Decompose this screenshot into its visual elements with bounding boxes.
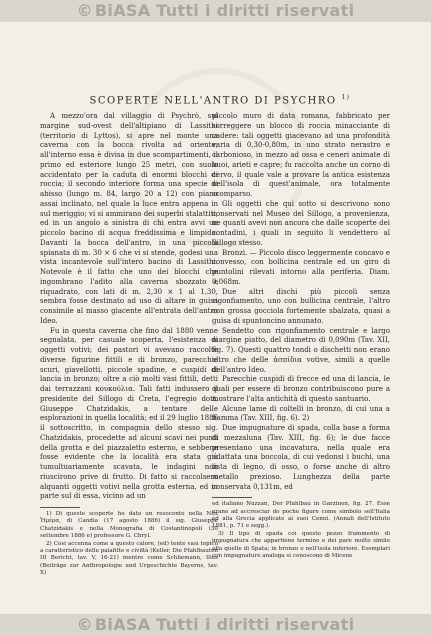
footnotes [40, 511, 218, 578]
paragraph: Bronzi. — Piccolo disco leggermente concavo e convesso, con bollicina centrale ed un giro di puntolini rilevati intorno alla periferia. Diam. 0,068m. [212, 248, 390, 286]
paragraph: Gli oggetti che qui sotto si descrivono sono conservati nel Museo del Sillogo, a provenienza, ne quanti avevi non ancora che dalle scoperte dei contadini, i quali in seguito li vendettero al Sillogo stesso. [212, 199, 390, 247]
footnote: 3) Il tipo di spada coi questo pezzo frammento di impugnatura che appartiene termine e dei pare molto simile alla quelle di Spata; in bronzo e nell'isola inferiore. Esemplari con impugnature analoga si conoscono di Micene [212, 530, 390, 560]
paragraph: Due altri dischi più piccoli senza rigonfiamento, uno con bullicina centrale, l'altro con grossa gocciola fortemente sbalzata, quasi a guisa di spuntoncino annunato. [212, 287, 390, 325]
footnote: 1) Di queste scoperte ho dato un resoconto nella Νέα Ἡμέρα, di Candia (17 agosto 1886) il sig. Giuseppe Chatzidakis e nella Monografia di Costantinopoli (30 settembre 1886 e) professore G. Chryl. [40, 511, 218, 540]
paragraph: Alcune lame di coltelli in bronzo, di cui una a fiamma (Tav. XIII, fig. 6). 2) [212, 404, 390, 423]
footnote: 2) Cosi accenna come a questo calore, (ed) tente vasi topico a caratteristico delle palafitte e civiltà (Keller, Die Pfahlbauten III Bericht, tav. V, 16-21) mentre come Schliemann, Ilios (Beiträge zur Anthropologie und Urgeschichte Bayerns, tav. X) [40, 540, 218, 577]
paragraph: Sendetto con rigonfiamento centrale e largo margine piatto, del diametro di 0,090m (Tav. XII, fig. 7). Questi quattro tondi o dischetti non erano altro che delle ἀσπίδια votive, simili a quelle dell'antro Ideo. [212, 326, 390, 374]
title-footnote-marker: 1) [341, 94, 351, 101]
footnotes [212, 501, 390, 560]
left-column [40, 112, 218, 578]
footnote: ed italiano Nuzzan, Der Pfahlbau in Garzinen, fig. 27. Esse erano ad accresciar do poche figure come simbolo sell'Italia ed alla Grecia applicate ai suoi Cenni. (Annali dell'Istituto 1881, p. 71 e segg.). [212, 501, 390, 530]
watermark-banner-bottom [0, 614, 431, 636]
paragraph: Due impugnature di spada, colla base a forma di mezzaluna (Tav. XIII, fig. 6); le due facce presentano una incavatura, nella quale era adattata una boccola, di cui vedonsi i buchi, una lista di legno, di osso, o forse anche di altro metallo prezioso. Lunghezza della parte conservata 0,131m, ed [212, 424, 390, 491]
paragraph: piccolo muro di data romana, fabbricato per sorreggere un blocco di roccia minacciante di cadere: tali oggetti giacevano ad una profondità varia di 0,30-0,80m, in uno strato nerastro e carbonioso, in mezzo ad ossa e ceneri animate di buoi, arieti e capre; fu raccolta anche un corno di cervo, il quale vale a provare la antica esistenza nell'isola di quest'animale, ora totalmente scomparso. [212, 112, 390, 198]
footnote-rule [212, 497, 252, 498]
paragraph: Parecchie cuspidi di frecce ed una di lancia, le quali per essere di bronzo contribuiscono pure a mostrare l'alta antichità di questo santuario. [212, 375, 390, 403]
footnote-rule [40, 507, 80, 508]
paragraph: Fu in questa caverna che fino dal 1880 venne segnalata, per casuale scoperta, l'esistenza di oggetti votivi; dei pastori vi avevano raccolte diverse figurine fittili e di bronzo, parecchie scuri, giavellotti, piccole spadine, e cuspidi di lancia in bronzo; oltre a ciò molti vasi fittili, detti dai terrazzani κουκούλια. Tali fatti indussero il presidente del Sillogo di Creta, l'egregio dott. Giuseppe Chatzidakis, a tentare delle esplorazioni in quella località; ed il 29 luglio 1886 il sottoscritto, in compagnia dello stesso sig. Chatzidakis, procedette ad alcuni scavi nei punti della grotta e del piazzaletto esterno, e sebbene fosse evidente che la località era stata già tumultuariamente scavata, le indagini non riuscirono prive di frutto. Di fatto si raccolsero alquanti oggetti votivi nella grotta esterna, ed in parte sul di essa, vicino ad un [40, 326, 218, 501]
watermark-text: BiASA Tutti i diritti riservati [94, 1, 355, 20]
copyright-logo-icon: © [76, 615, 93, 634]
copyright-logo-icon: © [76, 1, 93, 20]
watermark-text: BiASA Tutti i diritti riservati [94, 615, 355, 634]
right-column [212, 112, 390, 561]
article-title: SCOPERTE NELL'ANTRO DI PSYCHRO $^{1)}$ [89, 94, 351, 107]
paragraph: A mezzo'ora dal villaggio di Psychrò, sul margine sud-ovest dell'altipiano di Lassithi (territorio di Lyttos), si apre nel monte una caverna con la bocca rivolta ad oriente; all'interno essa è divisa in due scompartimenti, il primo ed esteriore lungo 25 metri, con suolo accidentato per la caduta di enormi blocchi di roccia; il secondo interiore forma una specie di abisso (lungo m. 84, largo 20 a 12) con piano assai inclinato, nel quale la luce entra appena in sul meriggio; vi si ammirano dei superbi stalattiti, ed in un angolo a sinistra di chi entra avvi un piccolo bacino di acqua freddissima e limpida. Davanti la bocca dell'antro, in una piccola spianata di m. 30 × 6 che vi si stende, godesi una vista incantevole sull'intero bacino di Lassithi. Notevole è il fatto che uno dei blocchi che ingombrano l'adito alla caverna sbozzato e riquadrato, con lati di m. 2,30 × 1 al 1,30, sembra fosse destinato ad uso di altare in guisa consimile al masso giacente all'entrata dell'antro Ideo. [40, 112, 218, 325]
watermark-banner-top [0, 0, 431, 22]
